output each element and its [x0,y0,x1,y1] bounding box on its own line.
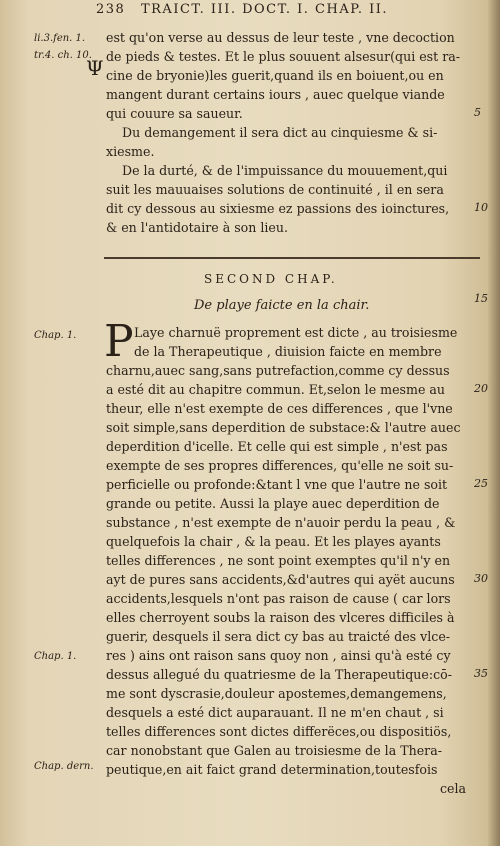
text-line: accidents,lesquels n'ont pas raison de cause ( car lors [106,591,451,606]
text-line: grande ou petite. Aussi la playe auec deperdition de [106,496,440,511]
marginal-note: Chap. dern. [34,761,94,772]
marginal-note: Chap. 1. [34,651,77,662]
drop-cap: P [104,316,134,367]
line-number: 35 [474,667,488,680]
text-line: de la Therapeutique , diuision faicte en membre [134,344,442,359]
text-line: quelquefois la chair , & la peau. Et les playes ayants [106,534,441,549]
running-header [96,2,388,17]
text-line: a esté dit au chapitre commun. Et,selon le mesme au [106,382,446,397]
marginal-note: tr.4. ch. 10. [34,50,92,61]
text-line: xiesme. [106,144,155,159]
text-line: qui couure sa saueur. [106,106,243,121]
text-line: me sont dyscrasie,douleur apostemes,demangemens, [106,686,447,701]
text-line: substance , n'est exempte de n'auoir perdu la peau , & [106,515,456,530]
text-line: elles cherroyent soubs la raison des vlceres difficiles à [106,610,455,625]
text-line: desquels a esté dict auparauant. Il ne m'en chaut , si [106,705,444,720]
marginal-note: li.3.fen. 1. [34,33,86,44]
text-line: deperdition d'icelle. Et celle qui est simple , n'est pas [106,439,448,454]
text-line: mangent durant certains iours , auec quelque viande [106,87,445,102]
text-line: ayt de pures sans accidents,&d'autres qui ayët aucuns [106,572,455,587]
text-line: Laye charnuë proprement est dicte , au troisiesme [134,325,458,340]
text-line: cine de bryonie)les guerit,quand ils en boiuent,ou en [106,68,444,83]
page-number: 238 [96,2,126,17]
text-line: telles differences , ne sont point exemptes qu'il n'y en [106,553,451,568]
line-number: 15 [474,292,488,305]
text-line: perficielle ou profonde:&tant l vne que l'autre ne soit [106,477,448,492]
text-line: & en l'antidotaire à son lieu. [106,220,288,235]
line-number: 20 [474,382,488,395]
text-line: charnu,auec sang,sans putrefaction,comme cy dessus [106,363,450,378]
chapter-subtitle: De playe faicte en la chair. [194,298,370,313]
text-line: dessus allegué du quatriesme de la Therapeutique:cō- [106,667,452,682]
text-line: peutique,en ait faict grand determination,toutesfois [106,762,438,777]
text-line: est qu'on verse au dessus de leur teste , vne decoction [106,30,455,45]
page-edge [488,0,500,846]
line-number: 30 [474,572,488,585]
text-line: De la durté, & de l'impuissance du mouuement,qui [122,163,448,178]
chapter-title: SECOND CHAP. [204,272,338,286]
line-number: 5 [474,106,481,119]
text-line: exempte de ses propres differences, qu'elle ne soit su- [106,458,454,473]
section-rule [104,257,480,259]
text-line: dit cy dessous au sixiesme ez passions des ioinctures, [106,201,450,216]
running-title: TRAICT. III. DOCT. I. CHAP. II. [140,2,388,17]
printer-mark-icon: Ψ [86,56,104,80]
catchword: cela [440,781,467,796]
text-line: de pieds & testes. Et le plus souuent alsesur(qui est ra- [106,49,460,64]
text-line: res ) ains ont raison sans quoy non , ainsi qu'à esté cy [106,648,451,663]
line-number: 25 [474,477,488,490]
text-line: car nonobstant que Galen au troisiesme de la Thera- [106,743,442,758]
text-line: theur, elle n'est exempte de ces differences , que l'vne [106,401,453,416]
text-line: suit les mauuaises solutions de continuité , il en sera [106,182,444,197]
text-line: guerir, desquels il sera dict cy bas au traicté des vlce- [106,629,451,644]
text-line: soit simple,sans deperdition de substace:& l'autre auec [106,420,461,435]
marginal-note: Chap. 1. [34,330,77,341]
text-line: telles differences sont dictes differëces,ou dispositiös, [106,724,452,739]
text-line: Du demangement il sera dict au cinquiesme & si- [122,125,438,140]
line-number: 10 [474,201,488,214]
